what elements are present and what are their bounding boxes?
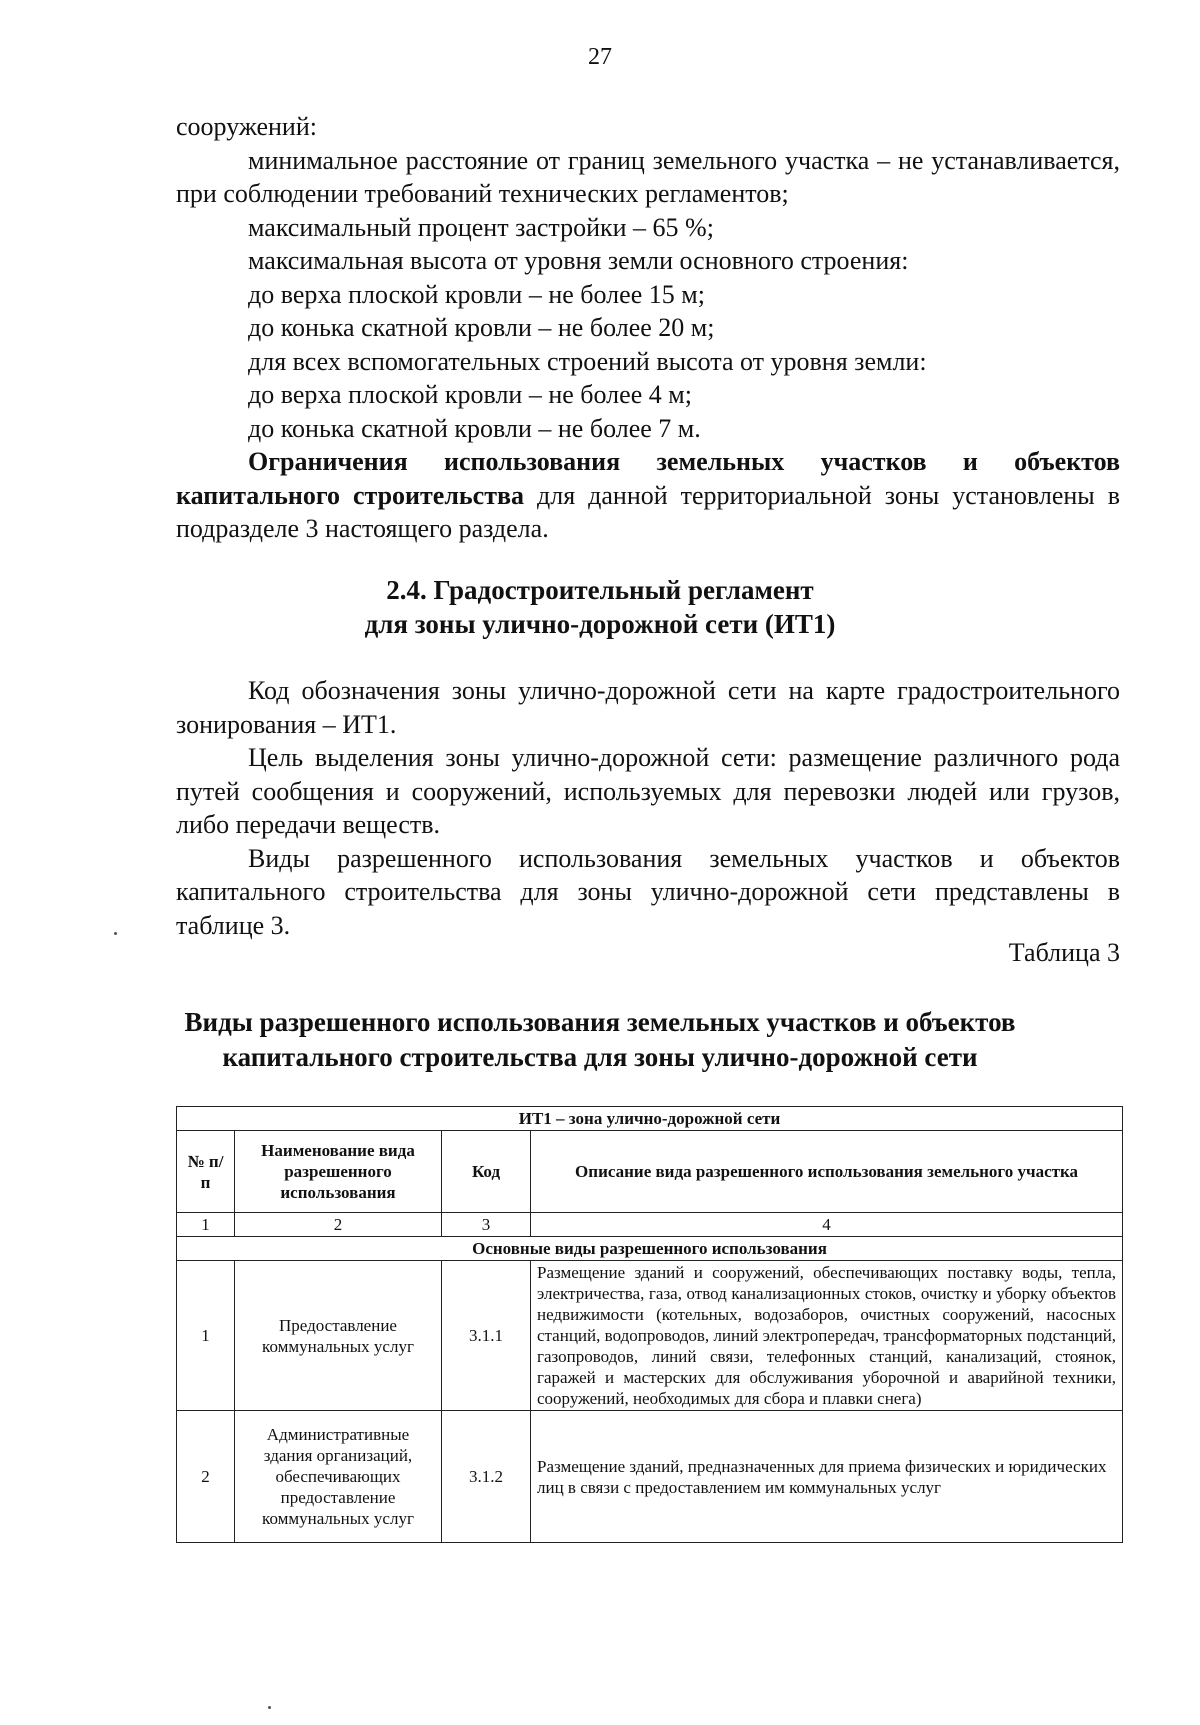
- row-num: 1: [177, 1261, 235, 1411]
- table-title: [0, 1005, 1200, 1075]
- zone-header: ИТ1 – зона улично-дорожной сети: [177, 1107, 1123, 1131]
- column-number: 3: [442, 1213, 531, 1237]
- group-header-row: [177, 1237, 1123, 1261]
- row-name: Предоставление коммунальных услуг: [235, 1261, 442, 1411]
- paragraph: Код обозначения зоны улично-дорожной сети на карте градостроительного зонирования – ИТ1.: [176, 676, 1120, 739]
- row-name: Административные здания организаций, обеспечивающих предоставление коммунальных услуг: [235, 1411, 442, 1543]
- table-title-line1: Виды разрешенного использования земельных участков и объектов: [184, 1007, 1016, 1037]
- row-desc: Размещение зданий и сооружений, обеспечивающих поставку воды, тепла, электричества, газа, отвод канализационных стоков, очистку и уборку объектов недвижимости (котельных, водозаборов, очистных сооружений, насосных станций, водопроводов, линий электропередач, трансформаторных подстанций, газопроводов, линий связи, телефонных станций, канализаций, стоянок, гаражей и мастерских для обслуживания уборочной и аварийной техники, сооружений, необходимых для сбора и плавки снега): [531, 1261, 1123, 1411]
- paragraph: Цель выделения зоны улично-дорожной сети: размещение различного рода путей сообщения и сооружений, используемых для перевозки людей или грузов, либо передачи веществ.: [176, 743, 1120, 839]
- column-number: 4: [531, 1213, 1123, 1237]
- land-use-table: [176, 1106, 1123, 1543]
- header-desc: Описание вида разрешенного использования земельного участка: [531, 1131, 1123, 1213]
- zone-parameters-text: [176, 110, 1120, 546]
- section-title-line2: для зоны улично-дорожной сети (ИТ1): [364, 609, 836, 639]
- page-number: 27: [588, 44, 612, 70]
- column-number-row: [177, 1213, 1123, 1237]
- header-name: Наименование вида разрешенного использования: [235, 1131, 442, 1213]
- restrictions-rest: для данной территориальной зоны установлены в подразделе 3 настоящего раздела.: [176, 480, 1120, 543]
- section-title: [0, 573, 1200, 641]
- column-header-row: [177, 1131, 1123, 1213]
- scan-speck: [268, 1706, 271, 1709]
- table-title-line2: капитального строительства для зоны улично-дорожной сети: [222, 1042, 978, 1072]
- paragraph: максимальная высота от уровня земли основного строения:: [248, 246, 909, 275]
- table-row: [177, 1411, 1123, 1543]
- section-title-line1: 2.4. Градостроительный регламент: [386, 575, 814, 605]
- row-desc: Размещение зданий, предназначенных для приема физических и юридических лиц в связи с предоставлением им коммунальных услуг: [531, 1411, 1123, 1543]
- paragraph: до верха плоской кровли – не более 4 м;: [248, 380, 692, 409]
- paragraph: до верха плоской кровли – не более 15 м;: [248, 279, 705, 309]
- restrictions-bold: Ограничения использования земельных участков и объектов капитального строительства: [176, 447, 1120, 510]
- paragraph: Виды разрешенного использования земельных участков и объектов капитального строительства для зоны улично-дорожной сети представлены в таблице 3.: [176, 843, 1120, 940]
- section-text: [176, 674, 1120, 942]
- column-number: 1: [177, 1213, 235, 1237]
- paragraph: до конька скатной кровли – не более 20 м;: [248, 313, 715, 342]
- scan-speck: [114, 932, 117, 935]
- column-number: 2: [235, 1213, 442, 1237]
- header-code: Код: [442, 1131, 531, 1213]
- restrictions-paragraph: [176, 445, 1120, 546]
- header-num: № п/п: [177, 1131, 235, 1213]
- row-code: 3.1.1: [442, 1261, 531, 1411]
- group-header: Основные виды разрешенного использования: [177, 1237, 1123, 1261]
- zone-header-row: [177, 1107, 1123, 1131]
- table-label: Таблица 3: [1008, 938, 1120, 967]
- paragraph: до конька скатной кровли – не более 7 м.: [248, 413, 701, 443]
- paragraph: для всех вспомогательных строений высота от уровня земли:: [248, 346, 927, 376]
- paragraph: сооружений:: [176, 112, 317, 141]
- row-code: 3.1.2: [442, 1411, 531, 1543]
- table-row: [177, 1261, 1123, 1411]
- paragraph: минимальное расстояние от границ земельного участка – не устанавливается, при соблюдении требований технических регламентов;: [176, 145, 1120, 208]
- row-num: 2: [177, 1411, 235, 1543]
- paragraph: максимальный процент застройки – 65 %;: [248, 212, 714, 242]
